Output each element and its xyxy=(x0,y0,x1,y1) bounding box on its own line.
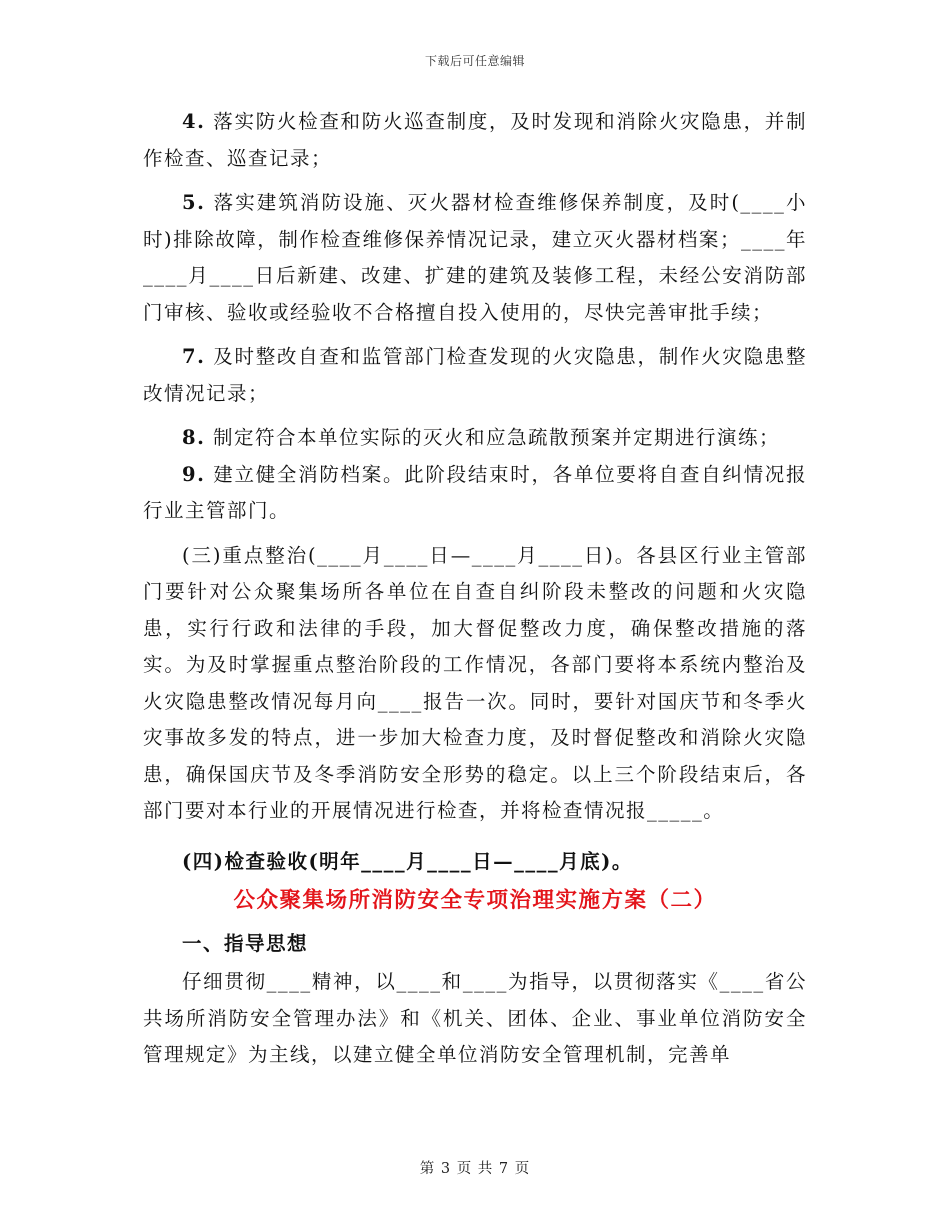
page-header: 下载后可任意编辑 xyxy=(424,54,525,68)
item-9-paragraph xyxy=(143,457,807,530)
item-9-number: 9. xyxy=(182,462,206,486)
item-8-paragraph xyxy=(143,420,807,457)
item-4-number: 4. xyxy=(182,110,206,133)
guiding-ideology-heading: 一、指导思想 xyxy=(182,932,309,955)
item-5-paragraph xyxy=(143,185,807,331)
section-title: 公众聚集场所消防安全专项治理实施方案（二） xyxy=(233,888,717,913)
item-8-text: 制定符合本单位实际的灭火和应急疏散预案并定期进行演练； xyxy=(205,426,781,449)
item-5-text: 落实建筑消防设施、灭火器材检查维修保养制度，及时(____小时)排除故障，制作检查维修保养情况记录，建立灭火器材档案；____年____月____日后新建、改建、扩建的建筑及装修工程，未经公安消防部门审核、验收或经验收不合格擅自投入使用的，尽快完善审批手续； xyxy=(143,191,807,324)
item-7-number: 7. xyxy=(182,345,206,368)
item-4-text: 落实防火检查和防火巡查制度，及时发现和消除火灾隐患，并制作检查、巡查记录； xyxy=(143,110,807,170)
stage-3-paragraph: (三)重点整治(____月____日—____月____日)。各县区行业主管部门要针对公众聚集场所各单位在自查自纠阶段未整改的问题和火灾隐患，实行行政和法律的手段，加大督促整改力度，确保整改措施的落实。为及时掌握重点整治阶段的工作情况，各部门要将本系统内整治及火灾隐患整改情况每月向____报告一次。同时，要针对国庆节和冬季火灾事故多发的特点，进一步加大检查力度，及时督促整改和消除火灾隐患，确保国庆节及冬季消防安全形势的稳定。以上三个阶段结束后，各部门要对本行业的开展情况进行检查，并将检查情况报_____。 xyxy=(143,543,807,822)
item-8-number: 8. xyxy=(182,426,206,449)
page-number-footer: 第 3 页 共 7 页 xyxy=(419,1161,531,1177)
item-9-text: 建立健全消防档案。此阶段结束时，各单位要将自查自纠情况报行业主管部门。 xyxy=(143,462,807,522)
document-body xyxy=(143,104,807,1074)
item-5-number: 5. xyxy=(182,191,206,214)
item-7-text: 及时整改自查和监管部门检查发现的火灾隐患，制作火灾隐患整改情况记录； xyxy=(143,345,807,405)
guiding-ideology-paragraph: 仔细贯彻____精神，以____和____为指导，以贯彻落实《____省公共场所消防安全管理办法》和《机关、团体、企业、事业单位消防安全管理规定》为主线，以建立健全单位消防安全管理机制，完善单 xyxy=(143,970,807,1066)
item-4-paragraph xyxy=(143,104,807,177)
stage-4-paragraph: (四)检查验收(明年____月____日—____月底)。 xyxy=(182,849,633,873)
item-7-paragraph xyxy=(143,339,807,412)
